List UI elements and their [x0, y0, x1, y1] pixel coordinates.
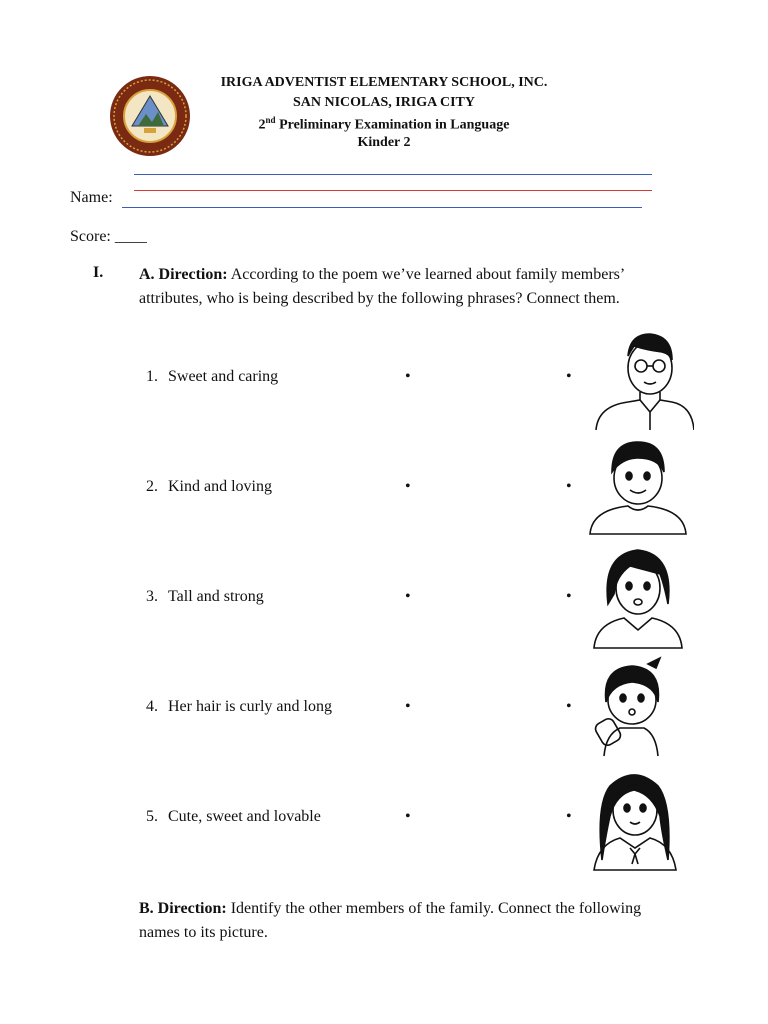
- school-location: SAN NICOLAS, IRIGA CITY: [292, 95, 476, 110]
- left-connect-dot[interactable]: •: [405, 698, 411, 715]
- blue-rule-bottom: [122, 207, 642, 208]
- direction-a-text-2: attributes, who is being described by the following phrases? Connect them.: [139, 290, 620, 307]
- exam-title-rest: Preliminary Examination in Language: [279, 117, 510, 133]
- item-number: 5.: [146, 808, 158, 825]
- list-item: [146, 808, 321, 826]
- exam-ordinal-suffix: nd: [265, 115, 276, 125]
- direction-a-lead: A. Direction:: [139, 266, 228, 283]
- list-item: [146, 588, 264, 606]
- little-girl-icon: [590, 654, 672, 758]
- list-item: [146, 368, 278, 386]
- item-number: 3.: [146, 588, 158, 605]
- item-number: 4.: [146, 698, 158, 715]
- school-name: IRIGA ADVENTIST ELEMENTARY SCHOOL, INC.: [220, 75, 548, 90]
- direction-b: [139, 897, 697, 945]
- boy-icon: [588, 436, 688, 536]
- direction-a-text-1: According to the poem we’ve learned about family members’: [230, 266, 626, 283]
- girl-icon: [590, 544, 686, 650]
- direction-b-lead: B. Direction:: [139, 900, 227, 917]
- item-number: 1.: [146, 368, 158, 385]
- blue-rule-top: [134, 174, 652, 175]
- item-text: Kind and loving: [168, 478, 272, 495]
- right-connect-dot[interactable]: •: [566, 808, 572, 825]
- name-label: Name:: [70, 189, 113, 206]
- direction-b-text-1: Identify the other members of the family. Connect the following: [230, 900, 642, 917]
- item-text: Sweet and caring: [168, 368, 279, 385]
- right-connect-dot[interactable]: •: [566, 368, 572, 385]
- direction-a: [139, 263, 697, 311]
- item-text: Cute, sweet and lovable: [168, 808, 321, 825]
- exam-title: [180, 115, 588, 134]
- score-label: Score: ____: [70, 228, 147, 245]
- list-item: [146, 478, 272, 496]
- exam-ordinal: 2: [258, 117, 266, 133]
- section-numeral: I.: [93, 264, 104, 281]
- long-hair-girl-icon: [592, 764, 678, 872]
- direction-b-text-2: names to its picture.: [139, 924, 268, 941]
- grade-level: Kinder 2: [357, 135, 411, 150]
- right-connect-dot[interactable]: •: [566, 698, 572, 715]
- right-connect-dot[interactable]: •: [566, 588, 572, 605]
- father-icon: [590, 326, 694, 430]
- left-connect-dot[interactable]: •: [405, 478, 411, 495]
- left-connect-dot[interactable]: •: [405, 588, 411, 605]
- item-text: Her hair is curly and long: [168, 698, 332, 715]
- item-number: 2.: [146, 478, 158, 495]
- right-connect-dot[interactable]: •: [566, 478, 572, 495]
- left-connect-dot[interactable]: •: [405, 808, 411, 825]
- item-text: Tall and strong: [168, 588, 264, 605]
- left-connect-dot[interactable]: •: [405, 368, 411, 385]
- list-item: [146, 698, 332, 716]
- red-rule: [134, 190, 652, 191]
